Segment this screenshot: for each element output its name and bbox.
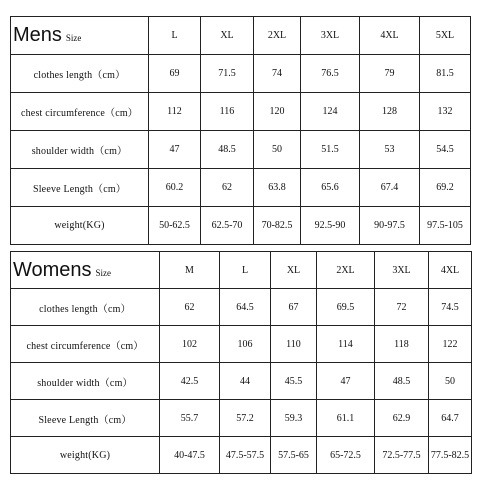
table-row [11, 289, 472, 326]
table-cell: 45.5 [271, 363, 317, 400]
table-cell: 42.5 [160, 363, 220, 400]
table-cell: 118 [375, 326, 429, 363]
table-cell: 70-82.5 [254, 207, 301, 245]
table-cell: 122 [429, 326, 472, 363]
mens-size-header: XL [201, 17, 254, 55]
table-cell: 64.5 [220, 289, 271, 326]
table-cell: 59.3 [271, 400, 317, 437]
table-cell: 97.5-105 [420, 207, 471, 245]
table-cell: 57.2 [220, 400, 271, 437]
womens-title: Womens [13, 258, 92, 281]
table-cell: 90-97.5 [360, 207, 420, 245]
table-cell: 77.5-82.5 [429, 437, 472, 474]
mens-size-header: 2XL [254, 17, 301, 55]
table-cell: 51.5 [301, 131, 360, 169]
mens-title: Mens [13, 24, 62, 46]
table-row [11, 131, 471, 169]
womens-header-row [11, 252, 472, 289]
table-cell: 69 [149, 55, 201, 93]
table-cell: 124 [301, 93, 360, 131]
table-row [11, 93, 471, 131]
table-cell: 47 [317, 363, 375, 400]
mens-size-header: 5XL [420, 17, 471, 55]
mens-size-header: L [149, 17, 201, 55]
table-cell: 53 [360, 131, 420, 169]
mens-size-table [10, 16, 471, 245]
row-label: shoulder width（cm） [11, 131, 149, 169]
womens-title-cell [11, 252, 160, 289]
womens-size-caption: Size [95, 267, 112, 278]
mens-title-cell [11, 17, 149, 55]
table-cell: 112 [149, 93, 201, 131]
table-cell: 110 [271, 326, 317, 363]
table-cell: 54.5 [420, 131, 471, 169]
table-cell: 50-62.5 [149, 207, 201, 245]
table-cell: 55.7 [160, 400, 220, 437]
table-cell: 79 [360, 55, 420, 93]
table-cell: 44 [220, 363, 271, 400]
table-cell: 116 [201, 93, 254, 131]
row-label: clothes length（cm） [11, 55, 149, 93]
womens-size-header: 4XL [429, 252, 472, 289]
table-cell: 47 [149, 131, 201, 169]
mens-size-caption: Size [65, 33, 82, 43]
table-cell: 63.8 [254, 169, 301, 207]
table-cell: 64.7 [429, 400, 472, 437]
table-cell: 72 [375, 289, 429, 326]
row-label: clothes length（cm） [11, 289, 160, 326]
womens-size-header: 3XL [375, 252, 429, 289]
table-cell: 40-47.5 [160, 437, 220, 474]
table-cell: 81.5 [420, 55, 471, 93]
table-cell: 102 [160, 326, 220, 363]
table-cell: 60.2 [149, 169, 201, 207]
table-cell: 67 [271, 289, 317, 326]
table-cell: 65-72.5 [317, 437, 375, 474]
table-cell: 48.5 [201, 131, 254, 169]
table-cell: 67.4 [360, 169, 420, 207]
table-cell: 62 [160, 289, 220, 326]
table-row [11, 207, 471, 245]
table-cell: 65.6 [301, 169, 360, 207]
womens-size-header: M [160, 252, 220, 289]
table-cell: 62 [201, 169, 254, 207]
table-cell: 114 [317, 326, 375, 363]
table-row [11, 437, 472, 474]
table-cell: 50 [429, 363, 472, 400]
table-cell: 50 [254, 131, 301, 169]
row-label: shoulder width（cm） [11, 363, 160, 400]
table-cell: 72.5-77.5 [375, 437, 429, 474]
table-cell: 132 [420, 93, 471, 131]
table-cell: 48.5 [375, 363, 429, 400]
table-row [11, 55, 471, 93]
table-cell: 71.5 [201, 55, 254, 93]
table-row [11, 400, 472, 437]
table-cell: 62.5-70 [201, 207, 254, 245]
table-row [11, 169, 471, 207]
row-label: Sleeve Length（cm） [11, 169, 149, 207]
row-label: chest circumference（cm） [11, 93, 149, 131]
table-cell: 74.5 [429, 289, 472, 326]
table-cell: 128 [360, 93, 420, 131]
table-cell: 62.9 [375, 400, 429, 437]
womens-size-header: 2XL [317, 252, 375, 289]
table-cell: 120 [254, 93, 301, 131]
womens-size-header: XL [271, 252, 317, 289]
womens-size-header: L [220, 252, 271, 289]
table-cell: 74 [254, 55, 301, 93]
table-cell: 76.5 [301, 55, 360, 93]
table-row [11, 326, 472, 363]
table-cell: 92.5-90 [301, 207, 360, 245]
row-label: weight(KG) [11, 437, 160, 474]
table-row [11, 363, 472, 400]
table-cell: 57.5-65 [271, 437, 317, 474]
table-cell: 106 [220, 326, 271, 363]
mens-size-header: 4XL [360, 17, 420, 55]
table-cell: 69.2 [420, 169, 471, 207]
mens-size-header: 3XL [301, 17, 360, 55]
row-label: weight(KG) [11, 207, 149, 245]
womens-size-table [10, 251, 472, 474]
mens-header-row [11, 17, 471, 55]
row-label: Sleeve Length（cm） [11, 400, 160, 437]
row-label: chest circumference（cm） [11, 326, 160, 363]
table-cell: 61.1 [317, 400, 375, 437]
table-cell: 47.5-57.5 [220, 437, 271, 474]
table-cell: 69.5 [317, 289, 375, 326]
